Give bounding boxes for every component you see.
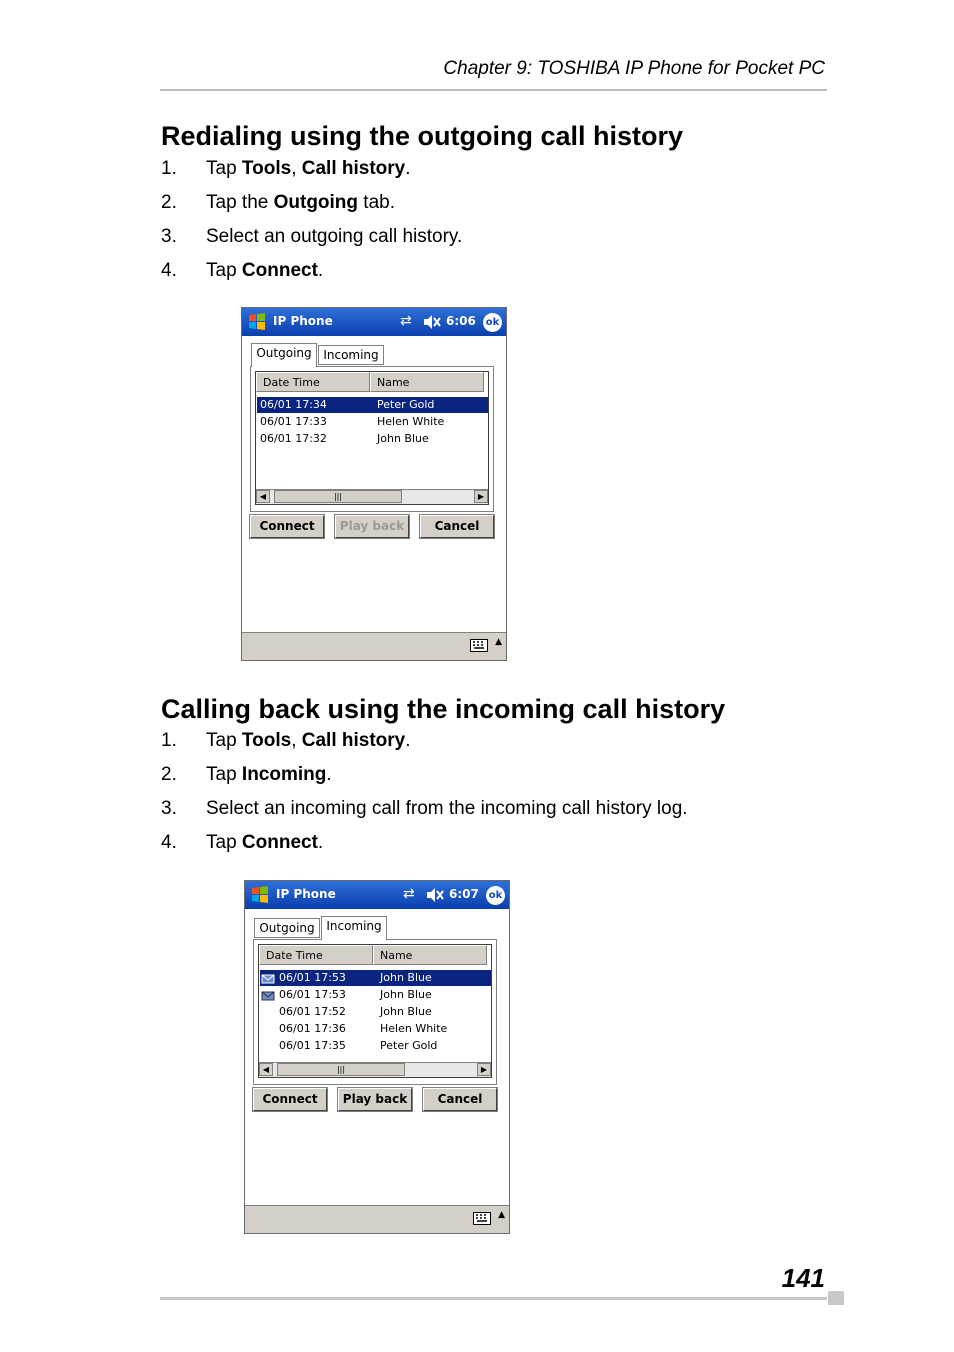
- voicemail-icon: [261, 988, 275, 1002]
- horizontal-scrollbar[interactable]: [259, 1062, 491, 1077]
- speaker-muted-icon[interactable]: [422, 312, 442, 332]
- call-history-list[interactable]: [258, 944, 492, 1078]
- clock[interactable]: 6:07: [449, 887, 479, 901]
- running-header: Chapter 9: TOSHIBA IP Phone for Pocket PC: [443, 58, 825, 79]
- connectivity-icon[interactable]: ⇄: [403, 886, 415, 902]
- step-text: Select an incoming call from the incoming call history log.: [206, 798, 688, 819]
- pocketpc-screenshot-incoming: [244, 880, 510, 1234]
- list-item[interactable]: [260, 987, 491, 1003]
- step-number: 4.: [161, 260, 177, 281]
- clock[interactable]: 6:06: [446, 314, 476, 328]
- step-number: 2.: [161, 764, 177, 785]
- call-datetime: 06/01 17:32: [260, 432, 327, 445]
- tab-outgoing[interactable]: Outgoing: [251, 343, 317, 367]
- title-bar: [242, 308, 506, 336]
- tab-outgoing[interactable]: Outgoing: [254, 918, 320, 938]
- list-item[interactable]: [257, 397, 488, 413]
- column-header-datetime[interactable]: Date Time: [256, 372, 370, 392]
- call-history-list[interactable]: [255, 371, 489, 505]
- list-item[interactable]: [257, 431, 488, 447]
- playback-button[interactable]: Play back: [338, 1088, 412, 1111]
- step-number: 1.: [161, 158, 177, 179]
- scroll-left-icon[interactable]: ◀: [256, 490, 270, 503]
- ok-button[interactable]: ok: [486, 886, 505, 905]
- connect-button[interactable]: Connect: [250, 515, 324, 538]
- step-text: Tap Incoming.: [206, 764, 332, 785]
- step-text: Tap Tools, Call history.: [206, 730, 411, 751]
- caller-name: Helen White: [377, 415, 445, 428]
- header-divider: [160, 89, 827, 91]
- ok-button[interactable]: ok: [483, 313, 502, 332]
- cancel-button[interactable]: Cancel: [423, 1088, 497, 1111]
- call-datetime: 06/01 17:53: [279, 988, 346, 1001]
- scroll-thumb[interactable]: |||: [274, 490, 402, 503]
- tab-panel: [250, 366, 494, 512]
- list-header: [259, 945, 487, 965]
- menu-bar: [245, 1205, 509, 1233]
- scroll-right-icon[interactable]: ▶: [474, 490, 488, 503]
- scroll-right-icon[interactable]: ▶: [477, 1063, 491, 1076]
- speaker-muted-icon[interactable]: [425, 885, 445, 905]
- list-header: [256, 372, 484, 392]
- call-datetime: 06/01 17:33: [260, 415, 327, 428]
- step-number: 2.: [161, 192, 177, 213]
- caller-name: John Blue: [380, 988, 432, 1001]
- call-datetime: 06/01 17:35: [279, 1039, 346, 1052]
- step-number: 3.: [161, 798, 177, 819]
- step-number: 1.: [161, 730, 177, 751]
- section-title-incoming: Calling back using the incoming call history: [161, 694, 726, 724]
- step-text: Tap Connect.: [206, 260, 324, 281]
- call-datetime: 06/01 17:36: [279, 1022, 346, 1035]
- call-datetime: 06/01 17:52: [279, 1005, 346, 1018]
- tab-incoming[interactable]: Incoming: [318, 345, 384, 365]
- section-title-outgoing: Redialing using the outgoing call history: [161, 121, 684, 151]
- scroll-thumb[interactable]: |||: [277, 1063, 405, 1076]
- list-item[interactable]: [260, 1021, 491, 1037]
- step-text: Select an outgoing call history.: [206, 226, 463, 247]
- call-datetime: 06/01 17:34: [260, 398, 327, 411]
- title-bar: [245, 881, 509, 909]
- step-text: Tap Connect.: [206, 832, 324, 853]
- step-text: Tap the Outgoing tab.: [206, 192, 396, 213]
- scroll-left-icon[interactable]: ◀: [259, 1063, 273, 1076]
- windows-start-icon[interactable]: [249, 884, 271, 906]
- page-number: 141: [781, 1263, 825, 1293]
- sip-arrow-up-icon[interactable]: ▲: [495, 637, 502, 647]
- pocketpc-screenshot-outgoing: [241, 307, 507, 661]
- step-number: 4.: [161, 832, 177, 853]
- sip-arrow-up-icon[interactable]: ▲: [498, 1210, 505, 1220]
- caller-name: Peter Gold: [380, 1039, 438, 1052]
- connect-button[interactable]: Connect: [253, 1088, 327, 1111]
- column-header-datetime[interactable]: Date Time: [259, 945, 373, 965]
- caller-name: John Blue: [380, 971, 432, 984]
- keyboard-icon[interactable]: [473, 1212, 491, 1225]
- tab-incoming[interactable]: Incoming: [321, 916, 387, 940]
- playback-button[interactable]: Play back: [335, 515, 409, 538]
- menu-bar: [242, 632, 506, 660]
- column-header-name[interactable]: Name: [373, 945, 487, 965]
- keyboard-icon[interactable]: [470, 639, 488, 652]
- tab-panel: [253, 939, 497, 1085]
- column-header-name[interactable]: Name: [370, 372, 484, 392]
- list-item[interactable]: [260, 1004, 491, 1020]
- voicemail-icon: [261, 971, 275, 985]
- footer-marker: [828, 1291, 844, 1305]
- list-item[interactable]: [260, 970, 491, 986]
- connectivity-icon[interactable]: ⇄: [400, 313, 412, 329]
- caller-name: John Blue: [377, 432, 429, 445]
- caller-name: Helen White: [380, 1022, 448, 1035]
- caller-name: John Blue: [380, 1005, 432, 1018]
- step-number: 3.: [161, 226, 177, 247]
- app-title: IP Phone: [273, 314, 333, 328]
- app-title: IP Phone: [276, 887, 336, 901]
- list-item[interactable]: [257, 414, 488, 430]
- call-datetime: 06/01 17:53: [279, 971, 346, 984]
- caller-name: Peter Gold: [377, 398, 435, 411]
- windows-start-icon[interactable]: [246, 311, 268, 333]
- footer-divider: [160, 1297, 827, 1300]
- cancel-button[interactable]: Cancel: [420, 515, 494, 538]
- list-item[interactable]: [260, 1038, 491, 1054]
- horizontal-scrollbar[interactable]: [256, 489, 488, 504]
- step-text: Tap Tools, Call history.: [206, 158, 411, 179]
